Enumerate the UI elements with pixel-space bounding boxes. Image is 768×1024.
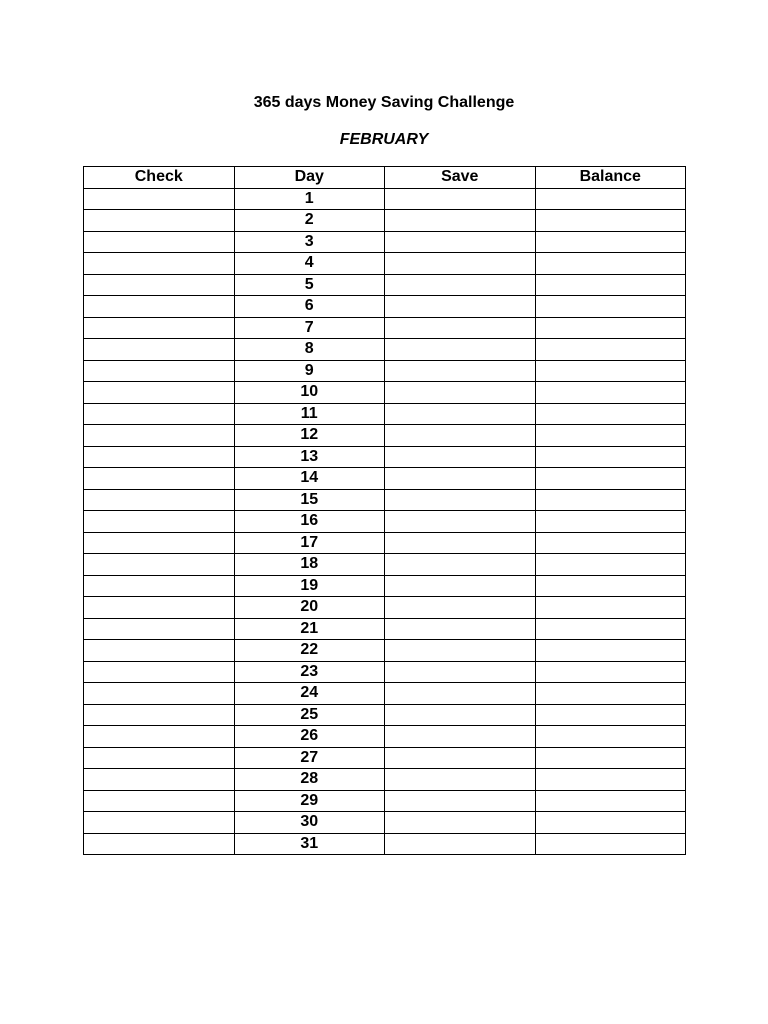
save-cell[interactable] [385,382,536,404]
check-cell[interactable] [84,231,235,253]
save-cell[interactable] [385,360,536,382]
table-row [84,210,686,232]
check-cell[interactable] [84,532,235,554]
save-cell[interactable] [385,231,536,253]
day-cell: 6 [234,296,385,318]
table-row [84,231,686,253]
balance-cell[interactable] [535,511,686,533]
save-cell[interactable] [385,446,536,468]
balance-cell[interactable] [535,640,686,662]
header-day: Day [234,167,385,189]
day-cell: 29 [234,790,385,812]
day-cell: 27 [234,747,385,769]
balance-cell[interactable] [535,554,686,576]
save-cell[interactable] [385,489,536,511]
day-cell: 1 [234,188,385,210]
check-cell[interactable] [84,661,235,683]
table-row [84,274,686,296]
balance-cell[interactable] [535,704,686,726]
table-row [84,188,686,210]
save-cell[interactable] [385,597,536,619]
check-cell[interactable] [84,683,235,705]
table-row [84,597,686,619]
table-row [84,554,686,576]
balance-cell[interactable] [535,597,686,619]
day-cell: 3 [234,231,385,253]
balance-cell[interactable] [535,188,686,210]
day-cell: 4 [234,253,385,275]
balance-cell[interactable] [535,661,686,683]
header-balance: Balance [535,167,686,189]
day-cell: 5 [234,274,385,296]
balance-cell[interactable] [535,231,686,253]
save-cell[interactable] [385,575,536,597]
table-row [84,360,686,382]
save-cell[interactable] [385,253,536,275]
balance-cell[interactable] [535,210,686,232]
balance-cell[interactable] [535,296,686,318]
save-cell[interactable] [385,403,536,425]
check-cell[interactable] [84,210,235,232]
table-row [84,704,686,726]
table-row [84,726,686,748]
balance-cell[interactable] [535,833,686,855]
check-cell[interactable] [84,446,235,468]
table-body [84,188,686,855]
table-row [84,382,686,404]
balance-cell[interactable] [535,446,686,468]
save-cell[interactable] [385,640,536,662]
save-cell[interactable] [385,339,536,361]
save-cell[interactable] [385,661,536,683]
check-cell[interactable] [84,640,235,662]
table-row [84,317,686,339]
balance-cell[interactable] [535,812,686,834]
table-row [84,618,686,640]
balance-cell[interactable] [535,683,686,705]
check-cell[interactable] [84,554,235,576]
save-cell[interactable] [385,747,536,769]
day-cell: 17 [234,532,385,554]
save-cell[interactable] [385,726,536,748]
save-cell[interactable] [385,532,536,554]
save-cell[interactable] [385,683,536,705]
save-cell[interactable] [385,769,536,791]
day-cell: 30 [234,812,385,834]
check-cell[interactable] [84,833,235,855]
table-row [84,790,686,812]
save-cell[interactable] [385,790,536,812]
check-cell[interactable] [84,597,235,619]
table-row [84,446,686,468]
table-row [84,489,686,511]
check-cell[interactable] [84,274,235,296]
day-cell: 23 [234,661,385,683]
check-cell[interactable] [84,403,235,425]
check-cell[interactable] [84,468,235,490]
day-cell: 10 [234,382,385,404]
check-cell[interactable] [84,339,235,361]
check-cell[interactable] [84,704,235,726]
day-cell: 2 [234,210,385,232]
save-cell[interactable] [385,468,536,490]
balance-cell[interactable] [535,274,686,296]
day-cell: 8 [234,339,385,361]
check-cell[interactable] [84,726,235,748]
day-cell: 9 [234,360,385,382]
table-row [84,468,686,490]
balance-cell[interactable] [535,726,686,748]
balance-cell[interactable] [535,618,686,640]
save-cell[interactable] [385,317,536,339]
check-cell[interactable] [84,769,235,791]
header-row [84,167,686,189]
table-row [84,769,686,791]
table-row [84,339,686,361]
check-cell[interactable] [84,360,235,382]
check-cell[interactable] [84,489,235,511]
table-row [84,575,686,597]
check-cell[interactable] [84,747,235,769]
save-cell[interactable] [385,511,536,533]
balance-cell[interactable] [535,425,686,447]
day-cell: 12 [234,425,385,447]
day-cell: 21 [234,618,385,640]
balance-cell[interactable] [535,532,686,554]
month-title: FEBRUARY [339,131,429,148]
savings-table [83,166,686,855]
save-cell[interactable] [385,833,536,855]
day-cell: 15 [234,489,385,511]
balance-cell[interactable] [535,575,686,597]
check-cell[interactable] [84,296,235,318]
day-cell: 18 [234,554,385,576]
check-cell[interactable] [84,188,235,210]
table-row [84,661,686,683]
day-cell: 28 [234,769,385,791]
balance-cell[interactable] [535,317,686,339]
table-row [84,511,686,533]
balance-cell[interactable] [535,747,686,769]
balance-cell[interactable] [535,360,686,382]
check-cell[interactable] [84,790,235,812]
balance-cell[interactable] [535,253,686,275]
check-cell[interactable] [84,425,235,447]
balance-cell[interactable] [535,489,686,511]
save-cell[interactable] [385,188,536,210]
balance-cell[interactable] [535,790,686,812]
day-cell: 11 [234,403,385,425]
check-cell[interactable] [84,511,235,533]
check-cell[interactable] [84,575,235,597]
save-cell[interactable] [385,704,536,726]
save-cell[interactable] [385,425,536,447]
save-cell[interactable] [385,296,536,318]
balance-cell[interactable] [535,382,686,404]
table-row [84,640,686,662]
header-check: Check [84,167,235,189]
save-cell[interactable] [385,210,536,232]
save-cell[interactable] [385,554,536,576]
day-cell: 20 [234,597,385,619]
day-cell: 13 [234,446,385,468]
check-cell[interactable] [84,382,235,404]
save-cell[interactable] [385,274,536,296]
table-row [84,683,686,705]
day-cell: 19 [234,575,385,597]
day-cell: 14 [234,468,385,490]
check-cell[interactable] [84,253,235,275]
table-row [84,812,686,834]
balance-cell[interactable] [535,769,686,791]
save-cell[interactable] [385,618,536,640]
balance-cell[interactable] [535,339,686,361]
page-title: 365 days Money Saving Challenge [253,94,515,111]
day-cell: 22 [234,640,385,662]
day-cell: 25 [234,704,385,726]
table-row [84,425,686,447]
check-cell[interactable] [84,317,235,339]
check-cell[interactable] [84,618,235,640]
table-row [84,296,686,318]
day-cell: 16 [234,511,385,533]
check-cell[interactable] [84,812,235,834]
balance-cell[interactable] [535,403,686,425]
table-row [84,403,686,425]
table-row [84,253,686,275]
balance-cell[interactable] [535,468,686,490]
day-cell: 31 [234,833,385,855]
table-row [84,532,686,554]
table-row [84,747,686,769]
day-cell: 24 [234,683,385,705]
save-cell[interactable] [385,812,536,834]
day-cell: 7 [234,317,385,339]
table-row [84,833,686,855]
day-cell: 26 [234,726,385,748]
header-save: Save [385,167,536,189]
